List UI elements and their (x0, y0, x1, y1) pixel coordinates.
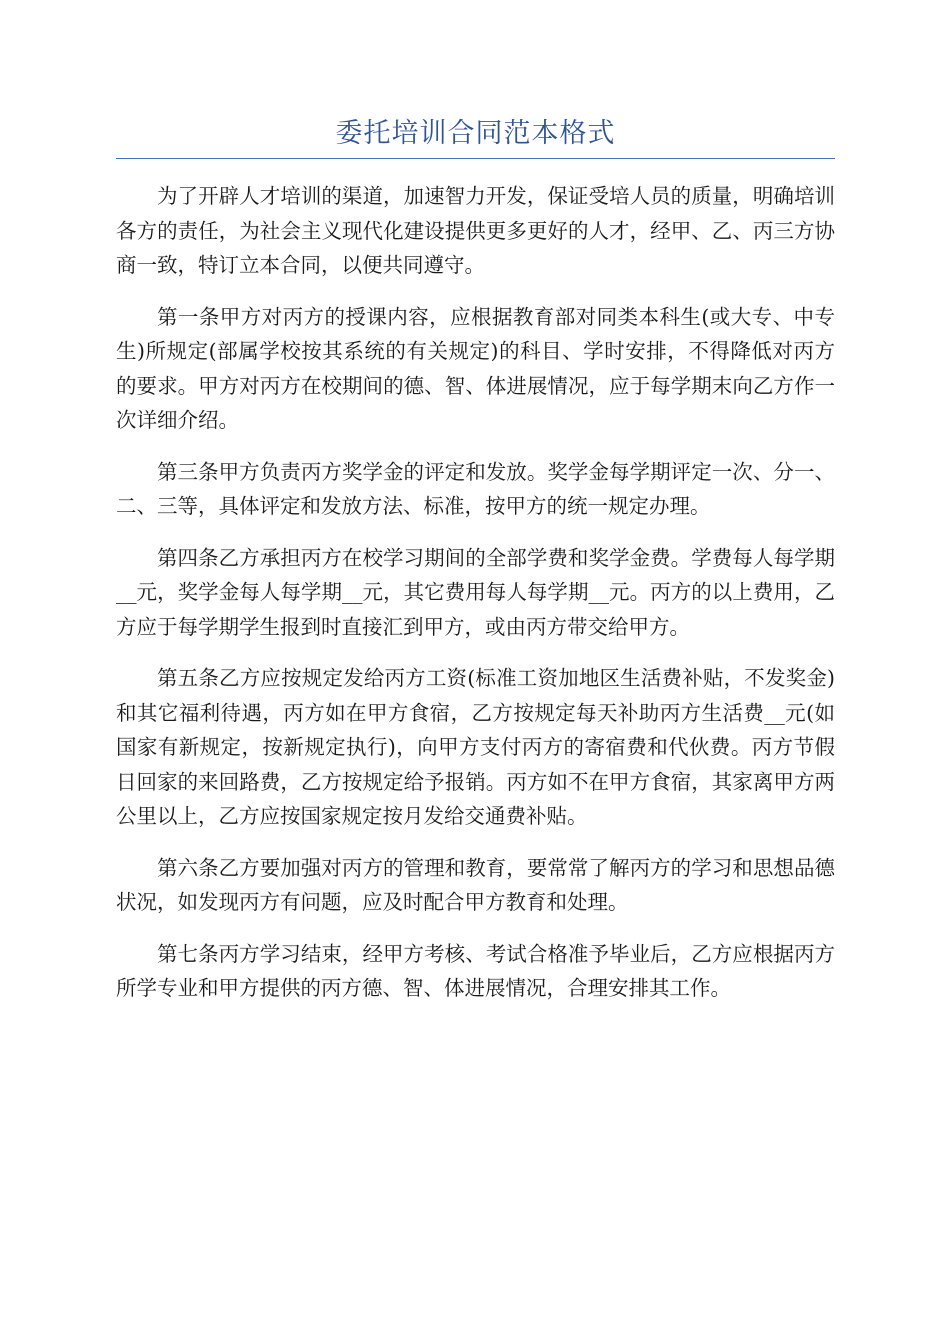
paragraph-article-3: 第三条甲方负责丙方奖学金的评定和发放。奖学金每学期评定一次、分一、二、三等，具体评定和发放方法、标准，按甲方的统一规定办理。 (116, 459, 835, 518)
title-underline (116, 158, 835, 159)
paragraph-article-5: 第五条乙方应按规定发给丙方工资(标准工资加地区生活费补贴，不发奖金)和其它福利待遇，丙方如在甲方食宿，乙方按规定每天补助丙方生活费__元(如国家有新规定，按新规定执行)，向甲方支付丙方的寄宿费和代伙费。丙方节假日回家的来回路费，乙方按规定给予报销。丙方如不在甲方食宿，其家离甲方两公里以上，乙方应按国家规定按月发给交通费补贴。 (116, 666, 835, 828)
document-page (116, 112, 835, 1023)
paragraph-article-6: 第六条乙方要加强对丙方的管理和教育，要常常了解丙方的学习和思想品德状况，如发现丙方有问题，应及时配合甲方教育和处理。 (116, 855, 835, 914)
paragraph-preamble: 为了开辟人才培训的渠道，加速智力开发，保证受培人员的质量，明确培训各方的责任，为社会主义现代化建设提供更多更好的人才，经甲、乙、丙三方协商一致，特订立本合同，以便共同遵守。 (116, 184, 835, 277)
paragraph-article-1: 第一条甲方对丙方的授课内容，应根据教育部对同类本科生(或大专、中专生)所规定(部属学校按其系统的有关规定)的科目、学时安排，不得降低对丙方的要求。甲方对丙方在校期间的德、智、体进展情况，应于每学期末向乙方作一次详细介绍。 (116, 304, 835, 432)
paragraph-article-4: 第四条乙方承担丙方在校学习期间的全部学费和奖学金费。学费每人每学期__元，奖学金每人每学期__元，其它费用每人每学期__元。丙方的以上费用，乙方应于每学期学生报到时直接汇到甲方，或由丙方带交给甲方。 (116, 545, 835, 639)
document-title: 委托培训合同范本格式 (335, 118, 616, 149)
paragraph-article-7: 第七条丙方学习结束，经甲方考核、考试合格准予毕业后，乙方应根据丙方所学专业和甲方提供的丙方德、智、体进展情况，合理安排其工作。 (116, 941, 835, 1000)
